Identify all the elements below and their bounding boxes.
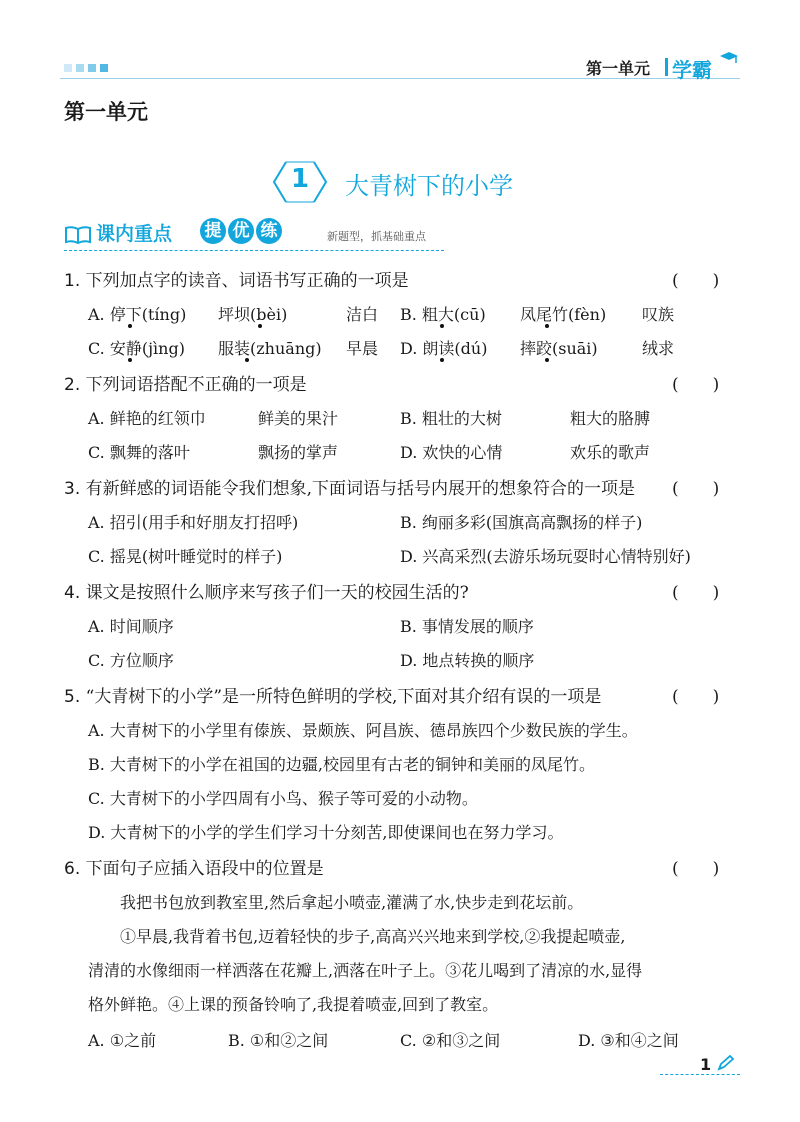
insert-sentence: 我把书包放到教室里,然后拿起小喷壶,灌满了水,快步走到花坛前。 xyxy=(120,893,584,912)
option-c-word2: 服装(zhuāng) xyxy=(218,339,322,358)
question-number: 5. xyxy=(64,687,81,707)
option-a-phrase2: 鲜美的果汁 xyxy=(258,409,339,428)
emphasis-dot xyxy=(245,358,249,362)
option-c: C. 方位顺序 xyxy=(88,651,174,670)
option-d: D. ③和④之间 xyxy=(578,1031,679,1050)
emphasis-dot xyxy=(258,324,262,328)
graduation-cap-icon xyxy=(718,50,740,66)
question-number: 2. xyxy=(64,375,81,395)
option-d-phrase2: 欢乐的歌声 xyxy=(570,443,651,462)
answer-bracket[interactable]: ( ) xyxy=(672,271,720,291)
option-a-word1: A. 停下(tíng) xyxy=(88,305,187,324)
question-text: “大青树下的小学”是一所特色鲜明的学校,下面对其介绍有误的一项是 xyxy=(85,687,602,707)
option-c-phrase1: C. 飘舞的落叶 xyxy=(88,443,190,462)
passage-line: ①早晨,我背着书包,迈着轻快的步子,高高兴兴地来到学校,②我提起喷壶, xyxy=(120,927,626,946)
section-pill: 优 xyxy=(228,218,254,244)
question-3-stem xyxy=(64,474,635,499)
option-b: B. ①和②之间 xyxy=(228,1031,329,1050)
answer-bracket[interactable]: ( ) xyxy=(672,479,720,499)
option-b-word3: 叹族 xyxy=(642,305,675,324)
emphasis-dot xyxy=(545,358,549,362)
header-decor-square xyxy=(64,64,72,72)
header-decor-square xyxy=(76,64,84,72)
question-text: 下列词语搭配不正确的一项是 xyxy=(85,375,307,395)
lesson-title: 大青树下的小学 xyxy=(345,172,513,200)
header-unit: 第一单元 xyxy=(586,59,651,78)
option-d-word1: D. 朗读(dú) xyxy=(400,339,488,358)
option-a: A. 时间顺序 xyxy=(88,617,174,636)
answer-bracket[interactable]: ( ) xyxy=(672,859,720,879)
option-d: D. 大青树下的小学的学生们学习十分刻苦,即使课间也在努力学习。 xyxy=(88,823,564,842)
question-1-stem xyxy=(64,266,409,291)
footer-rule xyxy=(660,1074,740,1076)
header-separator xyxy=(665,58,668,76)
question-number: 4. xyxy=(64,583,81,603)
option-a-word3: 洁白 xyxy=(346,305,379,324)
question-text: 下列加点字的读音、词语书写正确的一项是 xyxy=(85,271,409,291)
lesson-number: 1 xyxy=(290,164,310,194)
page-number: 1 xyxy=(700,1055,712,1074)
pencil-icon xyxy=(716,1054,736,1072)
emphasis-dot xyxy=(440,324,444,328)
unit-title: 第一单元 xyxy=(64,100,148,124)
option-c: C. ②和③之间 xyxy=(400,1031,501,1050)
question-2-stem xyxy=(64,370,307,395)
emphasis-dot xyxy=(128,358,132,362)
answer-bracket[interactable]: ( ) xyxy=(672,583,720,603)
section-underline xyxy=(64,250,444,252)
question-6-stem xyxy=(64,854,324,879)
open-book-icon xyxy=(64,225,92,245)
passage-line: 清清的水像细雨一样洒落在花瓣上,洒落在叶子上。③花儿喝到了清凉的水,显得 xyxy=(88,961,643,980)
option-a: A. 大青树下的小学里有傣族、景颇族、阿昌族、德昂族四个少数民族的学生。 xyxy=(88,721,638,740)
header-decor-square xyxy=(88,64,96,72)
option-d-phrase1: D. 欢快的心情 xyxy=(400,443,503,462)
question-5-stem xyxy=(64,682,601,707)
option-a-phrase1: A. 鲜艳的红领巾 xyxy=(88,409,206,428)
option-b: B. 事情发展的顺序 xyxy=(400,617,534,636)
emphasis-dot xyxy=(440,358,444,362)
option-c-word3: 早晨 xyxy=(346,339,379,358)
question-text: 有新鲜感的词语能令我们想象,下面词语与括号内展开的想象符合的一项是 xyxy=(85,479,636,499)
section-label: 课内重点 xyxy=(96,223,173,245)
option-b: B. 绚丽多彩(国旗高高飘扬的样子) xyxy=(400,513,643,532)
question-number: 6. xyxy=(64,859,81,879)
option-c-phrase2: 飘扬的掌声 xyxy=(258,443,339,462)
question-text: 课文是按照什么顺序来写孩子们一天的校园生活的? xyxy=(85,583,469,603)
answer-bracket[interactable]: ( ) xyxy=(672,687,720,707)
option-d: D. 地点转换的顺序 xyxy=(400,651,535,670)
emphasis-dot xyxy=(545,324,549,328)
option-b-phrase1: B. 粗壮的大树 xyxy=(400,409,502,428)
question-text: 下面句子应插入语段中的位置是 xyxy=(85,859,324,879)
answer-bracket[interactable]: ( ) xyxy=(672,375,720,395)
option-d: D. 兴高采烈(去游乐场玩耍时心情特别好) xyxy=(400,547,691,566)
passage-line: 格外鲜艳。④上课的预备铃响了,我提着喷壶,回到了教室。 xyxy=(88,995,499,1014)
option-d-word3: 绒求 xyxy=(642,339,675,358)
question-4-stem xyxy=(64,578,469,603)
option-c: C. 摇晃(树叶睡觉时的样子) xyxy=(88,547,283,566)
option-c: C. 大青树下的小学四周有小鸟、猴子等可爱的小动物。 xyxy=(88,789,478,808)
question-number: 1. xyxy=(64,271,81,291)
option-c-word1: C. 安静(jìng) xyxy=(88,339,185,358)
option-b-word1: B. 粗大(cū) xyxy=(400,305,486,324)
page-header xyxy=(0,0,800,90)
option-b-word2: 凤尾竹(fèn) xyxy=(520,305,607,324)
header-brand-logo: 学霸 xyxy=(672,58,712,82)
option-b: B. 大青树下的小学在祖国的边疆,校园里有古老的铜钟和美丽的凤尾竹。 xyxy=(88,755,596,774)
option-d-word2: 摔跤(suāi) xyxy=(520,339,598,358)
option-a: A. ①之前 xyxy=(88,1031,157,1050)
section-tag: 新题型，抓基础重点 xyxy=(327,230,426,243)
header-decor-square xyxy=(100,64,108,72)
question-number: 3. xyxy=(64,479,81,499)
option-b-phrase2: 粗大的胳膊 xyxy=(570,409,651,428)
section-pill: 练 xyxy=(256,218,282,244)
emphasis-dot xyxy=(128,324,132,328)
section-pill: 提 xyxy=(200,218,226,244)
option-a: A. 招引(用手和好朋友打招呼) xyxy=(88,513,299,532)
option-a-word2: 坪坝(bèi) xyxy=(218,305,288,324)
